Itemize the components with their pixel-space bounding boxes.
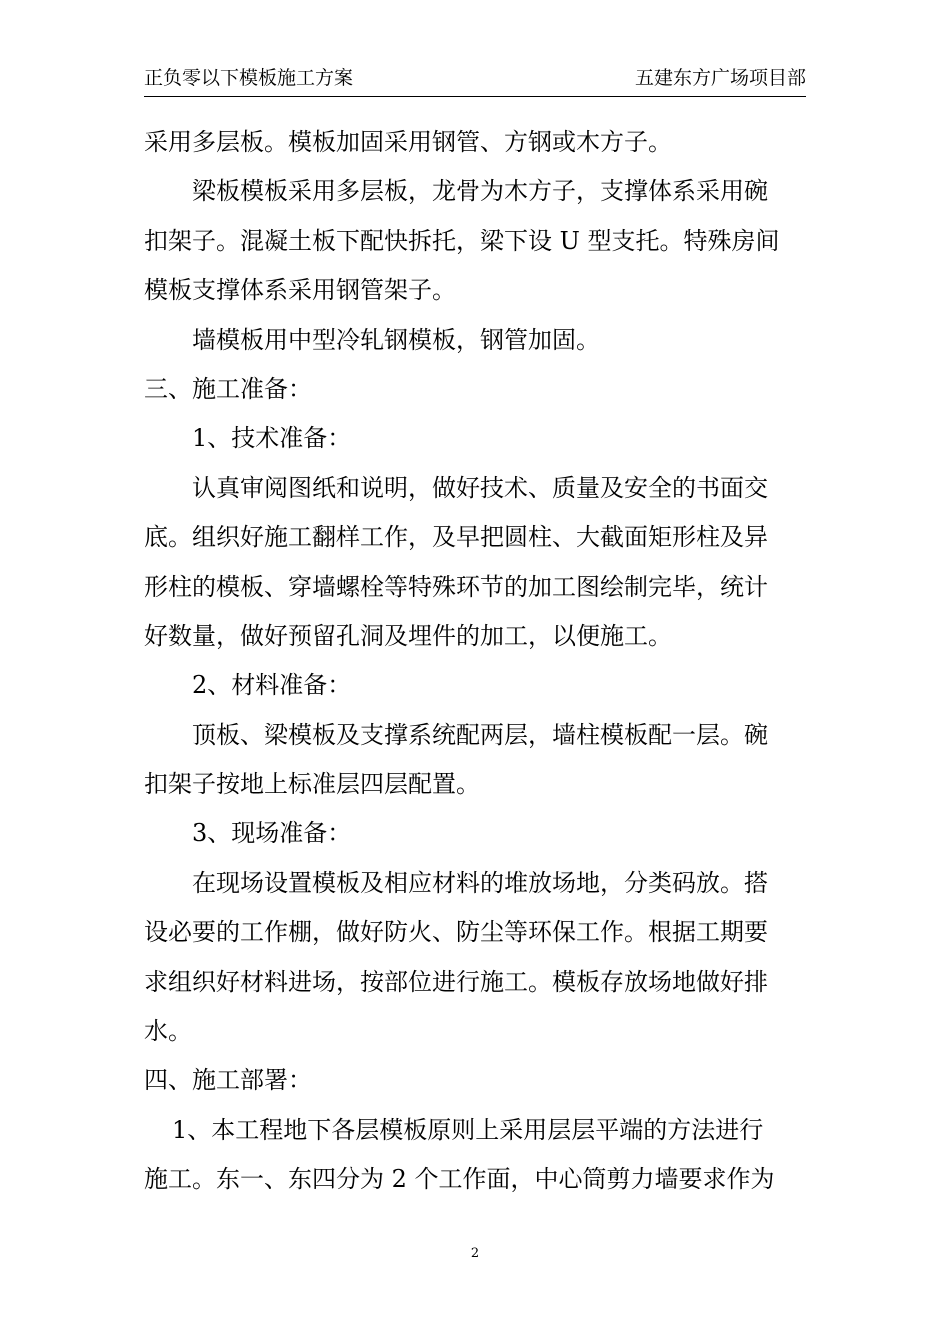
text-line: 梁板模板采用多层板，龙骨为木方子，支撑体系采用碗 — [192, 177, 768, 206]
text-line: 施工。东一、东四分为 2 个工作面，中心筒剪力墙要求作为 — [144, 1165, 775, 1194]
text-line: 认真审阅图纸和说明，做好技术、质量及安全的书面交 — [192, 473, 768, 502]
page-number: 2 — [470, 1246, 480, 1261]
text-line: 形柱的模板、穿墙螺栓等特殊环节的加工图绘制完毕，统计 — [144, 572, 768, 601]
text-line: 底。组织好施工翻样工作，及早把圆柱、大截面矩形柱及异 — [144, 523, 768, 552]
text-line: 设必要的工作棚，做好防火、防尘等环保工作。根据工期要 — [144, 918, 768, 947]
page-header — [144, 64, 806, 97]
section-heading: 四、施工部署： — [144, 1066, 312, 1095]
text-line: 采用多层板。模板加固采用钢管、方钢或木方子。 — [144, 128, 672, 156]
header-company: 五建东方广场项目部 — [634, 67, 806, 89]
text-line: 求组织好材料进场，按部位进行施工。模板存放场地做好排 — [144, 967, 768, 996]
header-title: 正负零以下模板施工方案 — [144, 67, 354, 89]
text-line: 好数量，做好预留孔洞及埋件的加工，以便施工。 — [144, 621, 672, 650]
subsection-heading: 3、现场准备： — [192, 819, 352, 848]
text-line: 在现场设置模板及相应材料的堆放场地，分类码放。搭 — [192, 868, 768, 897]
text-line: 顶板、梁模板及支撑系统配两层，墙柱模板配一层。碗 — [192, 720, 768, 749]
text-line: 水。 — [144, 1017, 192, 1046]
text-line: 墙模板用中型冷轧钢模板，钢管加固。 — [192, 325, 600, 354]
text-line: 模板支撑体系采用钢管架子。 — [144, 276, 456, 305]
subsection-heading: 1、技术准备： — [192, 424, 352, 453]
subsection-heading: 2、材料准备： — [192, 671, 352, 700]
text-line: 1、本工程地下各层模板原则上采用层层平端的方法进行 — [172, 1115, 764, 1144]
text-line: 扣架子按地上标准层四层配置。 — [144, 770, 480, 799]
section-heading: 三、施工准备： — [144, 374, 312, 403]
document-body — [144, 118, 808, 1205]
text-line: 扣架子。混凝土板下配快拆托，梁下设 U 型支托。特殊房间 — [144, 226, 780, 255]
